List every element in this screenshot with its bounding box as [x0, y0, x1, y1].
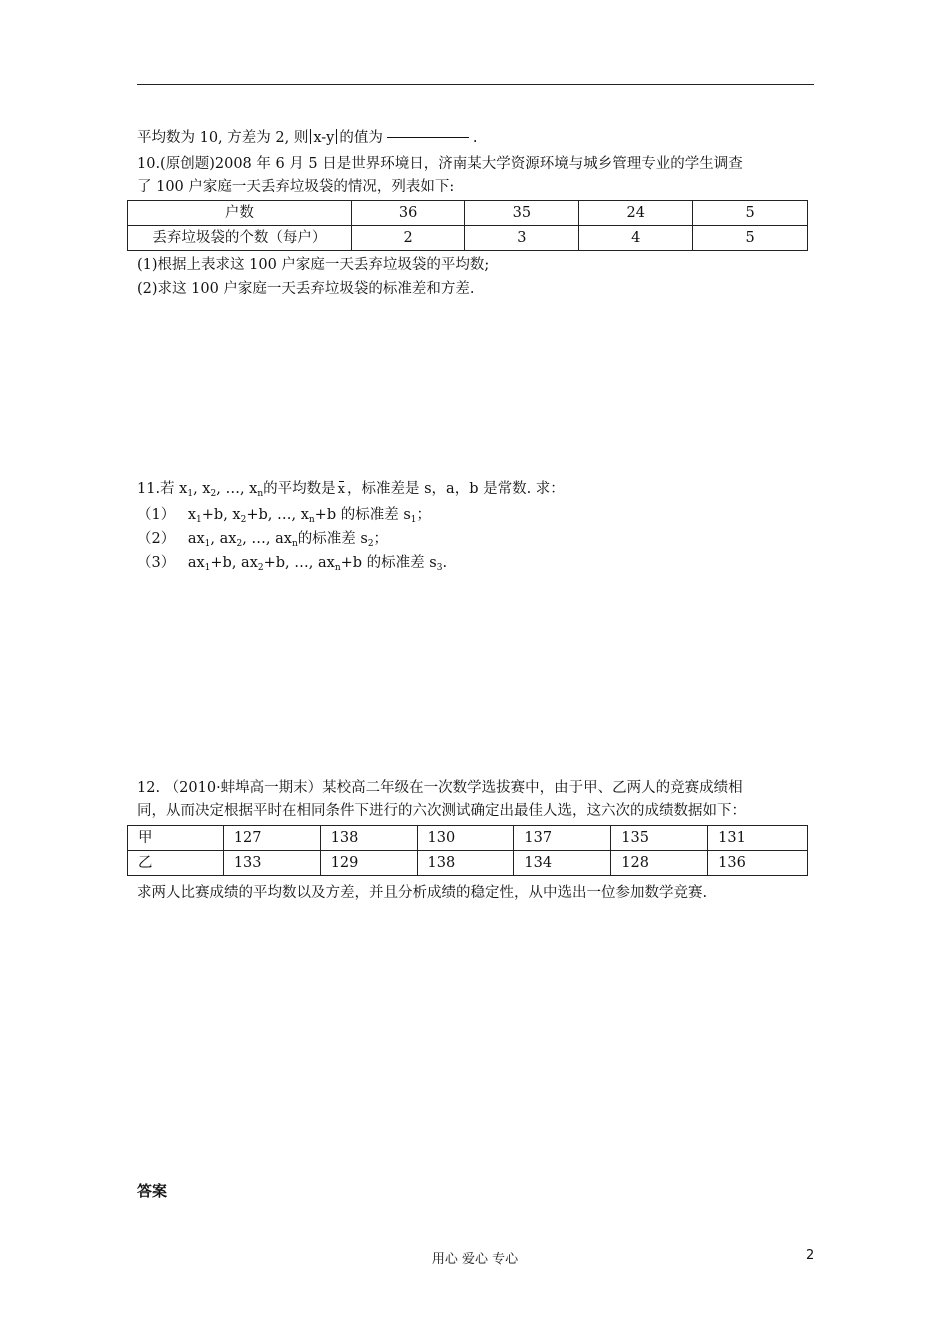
q10-line-2: 了 100 户家庭一天丢弃垃圾袋的情况，列表如下:: [137, 179, 455, 195]
table-cell: 134: [514, 851, 611, 876]
subscript: n: [291, 539, 298, 549]
abs-bar-left: [310, 129, 311, 144]
table-row: [128, 826, 808, 851]
table-cell: 丢弃垃圾袋的个数（每户）: [128, 226, 352, 251]
subscript: n: [334, 563, 341, 573]
q11-text: +b 的标准差 s: [314, 507, 411, 523]
q12-table: [127, 825, 808, 876]
subscript: 3: [436, 563, 443, 573]
q12-question: 求两人比赛成绩的平均数以及方差，并且分析成绩的稳定性，从中选出一位参加数学竞赛.: [137, 885, 708, 901]
q11-text: 的标准差 s: [297, 531, 368, 547]
table-cell: 136: [708, 851, 808, 876]
table-cell: 24: [579, 201, 693, 226]
table-cell: 5: [693, 226, 808, 251]
q11-text: ax: [187, 531, 205, 547]
answer-blank: [387, 137, 469, 138]
q11-text: +b, x: [201, 507, 241, 523]
subscript: 2: [210, 489, 217, 499]
table-cell: 户数: [128, 201, 352, 226]
table-cell: 129: [320, 851, 417, 876]
subscript: 2: [240, 515, 247, 525]
answer-heading: 答案: [137, 1182, 168, 1200]
table-cell: 135: [611, 826, 708, 851]
subscript: n: [257, 489, 264, 499]
q11-text: 的平均数是: [263, 481, 336, 497]
q11-text: +b, ax: [210, 555, 258, 571]
part-label: （3）: [137, 555, 176, 571]
table-cell: 128: [611, 851, 708, 876]
q11-intro: [137, 479, 565, 504]
table-cell: 36: [351, 201, 465, 226]
q11-text: ；: [373, 531, 389, 547]
footer-motto: 用心 爱心 专心: [431, 1252, 519, 1267]
table-cell: 甲: [128, 826, 224, 851]
subscript: 1: [196, 515, 202, 525]
q9-text-after: 的值为: [339, 130, 383, 146]
q11-part-3: [137, 553, 447, 578]
part-label: （1）: [137, 507, 176, 523]
table-cell: 138: [320, 826, 417, 851]
q11-text: ax: [187, 555, 205, 571]
subscript: 1: [204, 563, 211, 573]
table-cell: 137: [514, 826, 611, 851]
table-cell: 乙: [128, 851, 224, 876]
abs-bar-right: [336, 129, 337, 144]
table-row: [128, 201, 808, 226]
q11-part-1: [137, 505, 431, 530]
page-number: 2: [806, 1248, 815, 1263]
table-cell: 138: [417, 851, 514, 876]
table-cell: 5: [693, 201, 808, 226]
q11-text: ，标准差是 s，a，b 是常数. 求：: [347, 481, 565, 497]
subscript: 2: [367, 539, 374, 549]
subscript: 1: [187, 489, 194, 499]
q11-text: , x: [193, 481, 211, 497]
subscript: 1: [410, 515, 417, 525]
q11-text: , …, ax: [242, 531, 292, 547]
table-cell: 4: [579, 226, 693, 251]
table-cell: 2: [351, 226, 465, 251]
table-cell: 3: [465, 226, 579, 251]
q11-text: ；: [416, 507, 431, 523]
table-cell: 133: [223, 851, 320, 876]
q11-text: 11.若 x: [137, 481, 188, 497]
table-cell: 130: [417, 826, 514, 851]
part-label: （2）: [137, 531, 176, 547]
q11-text: , ax: [210, 531, 237, 547]
q11-part-2: [137, 529, 388, 554]
q9-abs-inner: x-y: [313, 130, 335, 146]
q10-line-1: 10.(原创题)2008 年 6 月 5 日是世界环境日，济南某大学资源环境与城乡管理专业的学生调查: [137, 156, 743, 172]
q11-text: x: [187, 507, 197, 523]
q11-text: .: [442, 555, 448, 571]
table-row: [128, 851, 808, 876]
subscript: n: [308, 515, 315, 525]
q10-part-2: (2)求这 100 户家庭一天丢弃垃圾袋的标准差和方差.: [137, 281, 475, 297]
q9-tail-line: [137, 128, 477, 148]
q12-line-2: 同，从而决定根据平时在相同条件下进行的六次测试确定出最佳人选，这六次的成绩数据如下：: [137, 803, 746, 819]
subscript: 2: [257, 563, 264, 573]
q10-part-1: (1)根据上表求这 100 户家庭一天丢弃垃圾袋的平均数;: [137, 257, 490, 273]
subscript: 1: [204, 539, 211, 549]
q9-end: .: [472, 130, 478, 146]
subscript: 2: [236, 539, 243, 549]
x-bar-symbol: x: [338, 480, 345, 500]
table-cell: 35: [465, 201, 579, 226]
table-cell: 127: [223, 826, 320, 851]
q11-text: +b 的标准差 s: [340, 555, 437, 571]
q9-text-before: 平均数为 10, 方差为 2, 则: [137, 130, 309, 146]
q11-text: +b, …, x: [246, 507, 309, 523]
q11-text: +b, …, ax: [263, 555, 335, 571]
header-rule: [137, 84, 814, 85]
table-row: [128, 226, 808, 251]
q11-text: , …, x: [216, 481, 258, 497]
table-cell: 131: [708, 826, 808, 851]
q10-table: [127, 200, 808, 251]
q12-line-1: 12. （2010·蚌埠高一期末）某校高二年级在一次数学选拔赛中，由于甲、乙两人的竞赛成绩相: [137, 780, 743, 796]
